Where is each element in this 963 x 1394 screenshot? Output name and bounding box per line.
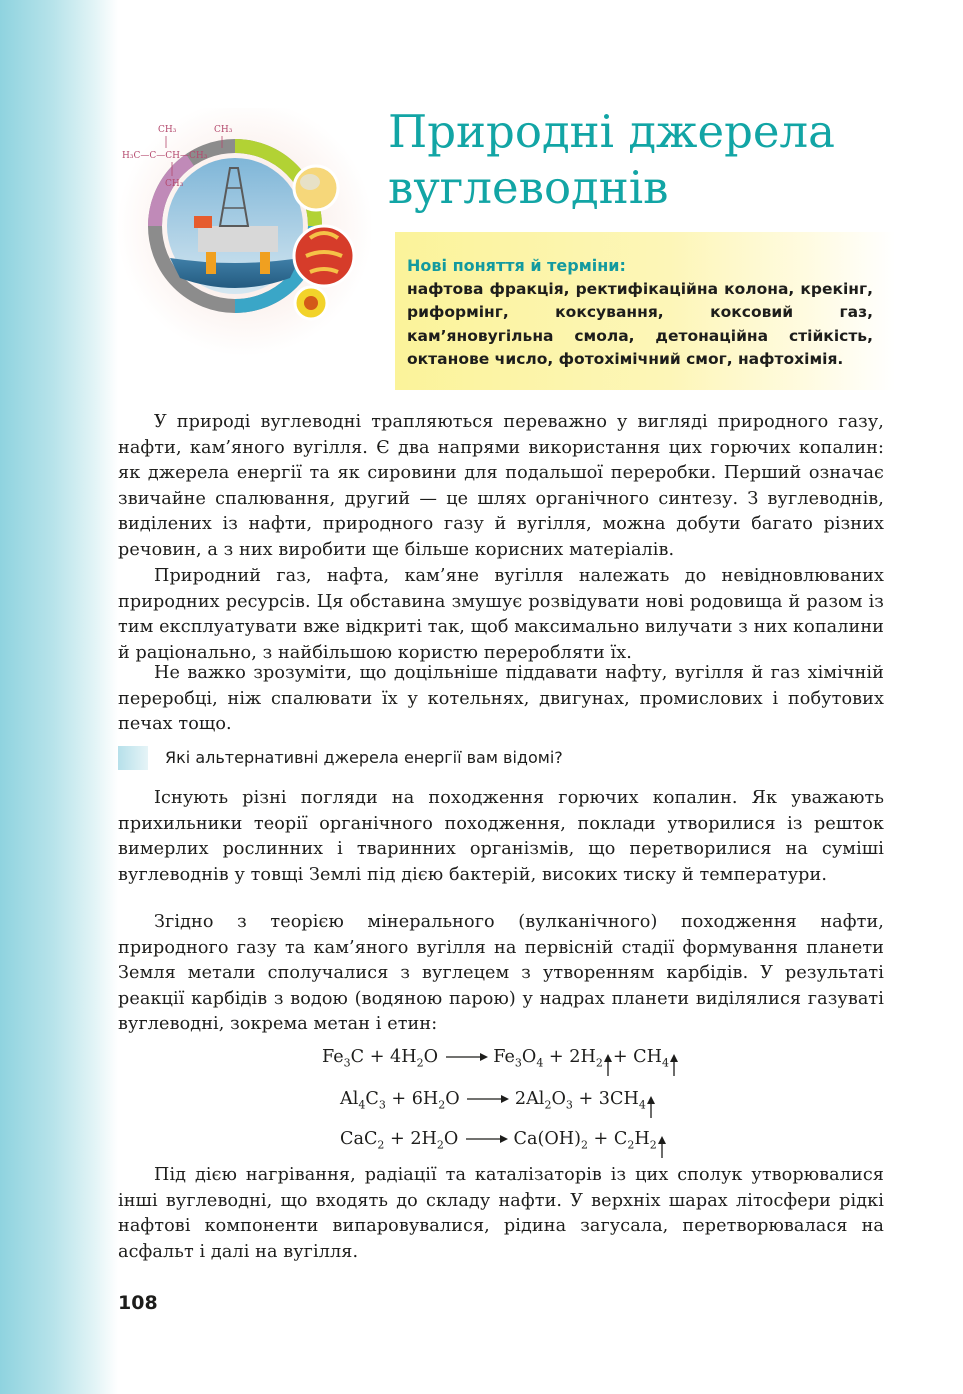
paragraph-3: Не важко зрозуміти, що доцільніше піддавати нафту, вугілля й газ хімічній переробці, ніж спалювати їх у котельнях, двигунах, промислових і побутових печах тощо.	[118, 663, 884, 735]
formula-ch3-right: CH₃	[214, 125, 233, 135]
new-terms-box	[395, 232, 895, 390]
page-number: 108	[118, 1292, 158, 1314]
formula-chain: H₃C—C—CH—CH₃	[122, 151, 208, 161]
formula-ch3-bottom: CH₃	[165, 179, 184, 189]
gas-arrow-up-icon	[657, 1136, 667, 1158]
oil-platform-illustration	[110, 108, 380, 363]
equation-3: $CaC_2 + 2H_2O$ $Ca(OH)_2 + C_2H_2$	[340, 1127, 667, 1158]
formula-ch3-left: CH₃	[158, 125, 177, 135]
equation-1: $Fe_3C + 4H_2O$ $Fe_3O_4 + 2H_2 + CH_4$	[322, 1045, 679, 1076]
gas-arrow-up-icon	[603, 1054, 613, 1076]
reaction-arrow-icon	[465, 1093, 509, 1105]
gas-arrow-up-icon	[646, 1096, 656, 1118]
platform-leg-right	[260, 252, 270, 274]
question-text: Які альтернативні джерела енергії вам відомі?	[165, 748, 563, 767]
title-line-2: вуглеводнів	[388, 161, 669, 214]
reaction-arrow-icon	[464, 1133, 508, 1145]
platform-deck	[198, 226, 278, 252]
platform-crane-house	[194, 216, 212, 228]
page-edge-stripe	[0, 0, 118, 1394]
gas-arrow-up-icon	[669, 1054, 679, 1076]
platform-leg-left	[206, 252, 216, 274]
paragraph-6: Під дією нагрівання, радіації та каталізаторів із цих сполук утворювалися інші вуглеводні, що входять до складу нафти. У верхніх шарах літосфери рідкі нафтові компоненти випаровувалися, рідина загусала, перетворювалася на асфальт і далі на вугілля.	[118, 1165, 884, 1262]
page-title	[388, 104, 908, 216]
title-line-1: Природні джерела	[388, 105, 835, 158]
reaction-arrow-icon	[444, 1051, 488, 1063]
paragraph-2: Природний газ, нафта, кам’яне вугілля належать до невідновлюваних природних ресурсів. Ця обставина змушує розвідувати нові родовища й разом із тим експлуатувати вже відкриті так, щоб максимально вилучати з них копалини й раціонально, з найбільшою користю переробляти їх.	[118, 566, 884, 663]
paragraph-1: У природі вуглеводні трапляються переважно у вигляді природного газу, нафти, кам’яного вугілля. Є два напрями використання цих горючих копалин: як джерела енергії та як сировини для подальшої переробки. Перший означає звичайне спалювання, другий — це шлях органічного синтезу. З вуглеводнів, виділених із нафти, природного газу й вугілля, можна добути багато різних речовин, а з них виробити ще більше корисних матеріалів.	[118, 412, 884, 560]
paragraph-4: Існують різні погляди на походження горючих копалин. Як уважають прихильники теорії органічного походження, поклади утворилися із решток вимерлих рослинних і тваринних організмів, що перетворилися на суміші вуглеводнів у товщі Землі під дією бактерій, високих тиску й температури.	[118, 788, 884, 885]
paragraph-5: Згідно з теорією мінерального (вулканічного) походження нафти, природного газу та кам’яного вугілля на первісній стадії формування планети Земля метали сполучалися з вуглецем з утворенням карбідів. У результаті реакції карбідів з водою (водяною парою) у надрах планети виділялися газуваті вуглеводні, зокрема метан і етин:	[118, 912, 884, 1035]
new-terms-list: нафтова фракція, ректифікаційна колона, крекінг, риформінг, коксування, коксовий газ, кам’яновугільна смола, детонаційна стійкість, октанове число, фотохімічний смог, нафтохімія.	[407, 280, 873, 368]
equation-2: $Al_4C_3 + 6H_2O$ $2Al_2O_3 + 3CH_4$	[340, 1087, 656, 1118]
question-marker	[118, 746, 148, 770]
new-terms-heading: Нові поняття й терміни:	[407, 256, 626, 275]
